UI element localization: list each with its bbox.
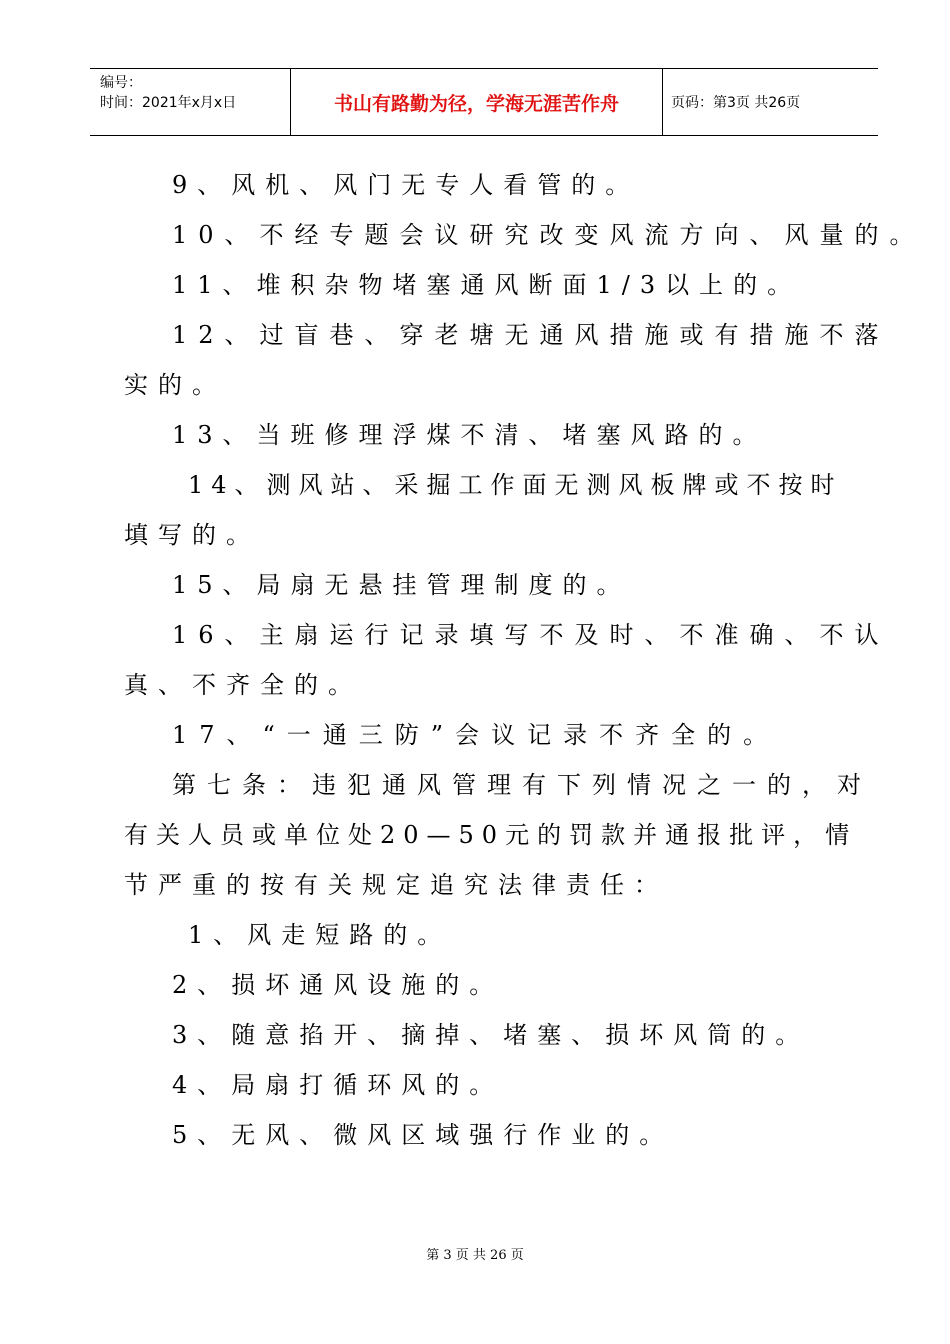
line-item-10: 10、不经专题会议研究改变风流方向、风量的。 (172, 221, 925, 249)
line-item-15: 15、局扇无悬挂管理制度的。 (172, 571, 631, 599)
document-header (90, 68, 878, 136)
header-motto: 书山有路勤为径，学海无涯苦作舟 (291, 69, 663, 135)
line-item-11: 11、堆积杂物堵塞通风断面1/3以上的。 (172, 271, 802, 299)
list-item-2: 2、损坏通风设施的。 (172, 971, 504, 999)
page-footer: 第 3 页 共 26 页 (426, 1248, 524, 1263)
line-item-12: 12、过盲巷、穿老塘无通风措施或有措施不落 (172, 321, 890, 349)
header-meta (90, 69, 291, 135)
time-label: 时间：2021年x月x日 (100, 95, 237, 111)
article-7-heading: 第七条：违犯通风管理有下列情况之一的，对 (172, 771, 872, 799)
list-item-5: 5、无风、微风区域强行作业的。 (172, 1121, 674, 1149)
list-item-3: 3、随意掐开、摘掉、堵塞、损坏风筒的。 (172, 1021, 810, 1049)
line-item-17: 17、“一通三防”会议记录不齐全的。 (172, 721, 780, 749)
line-item-9: 9、风机、风门无专人看管的。 (172, 171, 640, 199)
article-7-line-2: 有关人员或单位处20—50元的罚款并通报批评，情 (124, 821, 858, 849)
line-item-13: 13、当班修理浮煤不清、堵塞风路的。 (172, 421, 767, 449)
header-page-info: 页码：第3页 共26页 (671, 95, 801, 111)
number-label: 编号： (100, 75, 142, 91)
line-item-16-cont: 真、不齐全的。 (124, 671, 362, 699)
line-item-14-cont: 填写的。 (124, 521, 260, 549)
line-item-12-cont: 实的。 (124, 371, 226, 399)
article-7-line-3: 节严重的按有关规定追究法律责任： (124, 871, 668, 899)
line-item-14: 14、测风站、采掘工作面无测风板牌或不按时 (188, 471, 843, 499)
line-item-16: 16、主扇运行记录填写不及时、不准确、不认 (172, 621, 890, 649)
list-item-4: 4、局扇打循环风的。 (172, 1071, 504, 1099)
list-item-1: 1、风走短路的。 (188, 921, 452, 949)
document-body (124, 160, 925, 1160)
